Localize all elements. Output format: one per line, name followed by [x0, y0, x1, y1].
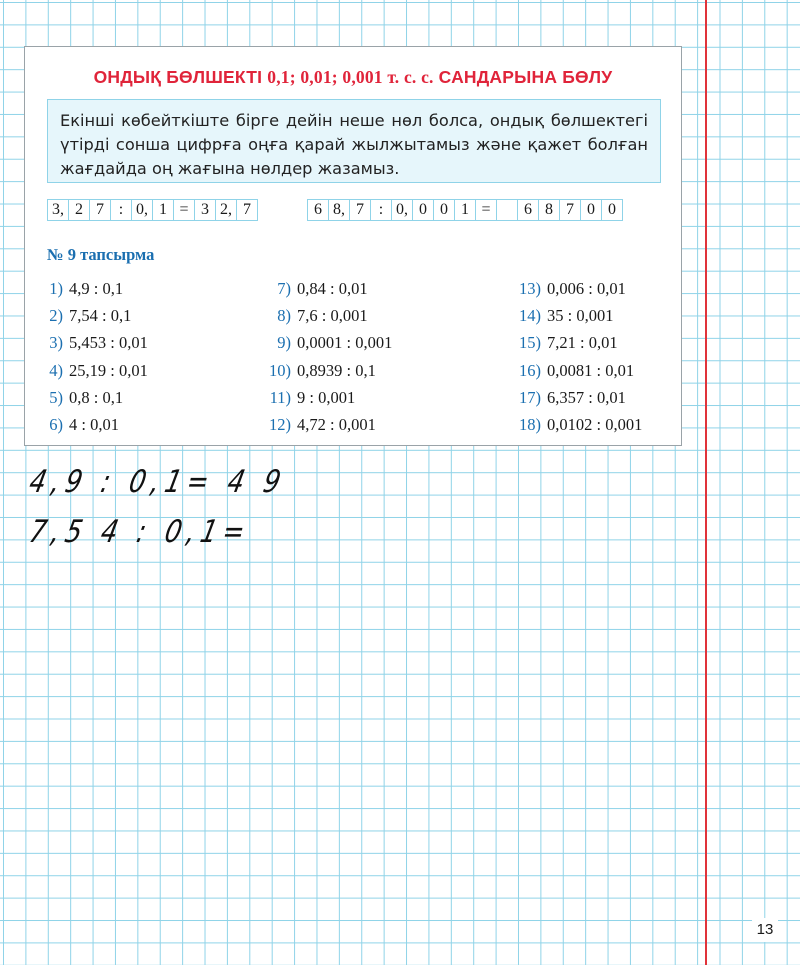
exercise-number: 17) [519, 387, 541, 407]
exercise-expression: 0,0102 : 0,001 [547, 414, 643, 434]
exercise-item [45, 302, 148, 329]
exercise-item [45, 329, 148, 356]
exercise-item [263, 329, 392, 356]
example-cell: 1 [454, 199, 476, 221]
example-cell: 7 [559, 199, 581, 221]
example-cell: 8, [328, 199, 350, 221]
exercise-number: 7) [277, 279, 291, 298]
exercise-item [509, 384, 642, 411]
example-cell: 0 [412, 199, 434, 221]
exercise-expression: 25,19 : 0,01 [69, 360, 148, 380]
example-cell: 0, [391, 199, 413, 221]
exercise-number: 5) [49, 387, 63, 407]
exercise-expression: 4 : 0,01 [69, 414, 119, 434]
exercise-number: 15) [519, 333, 541, 353]
exercise-number: 16) [519, 360, 541, 380]
example-cell: 0 [433, 199, 455, 221]
exercise-expression: 4,72 : 0,001 [297, 414, 376, 434]
exercise-expression: 0,0081 : 0,01 [547, 360, 635, 380]
example-1 [48, 199, 258, 221]
example-2 [308, 199, 623, 221]
exercise-item [263, 411, 392, 438]
exercise-expression: 4,9 : 0,1 [69, 279, 124, 298]
notebook-margin-line [705, 0, 707, 965]
rule-card [24, 46, 682, 446]
exercise-number: 8) [277, 306, 291, 326]
example-cell: 0 [601, 199, 623, 221]
exercise-number: 18) [519, 414, 541, 434]
exercise-number: 10) [269, 360, 291, 380]
exercise-number: 11) [269, 387, 291, 407]
exercise-expression: 0,8939 : 0,1 [297, 360, 376, 380]
exercise-item [263, 275, 392, 302]
example-cell: 0, [131, 199, 153, 221]
exercise-expression: 5,453 : 0,01 [69, 333, 148, 353]
task-title: № 9 тапсырма [47, 245, 155, 264]
exercise-item [263, 357, 392, 384]
exercise-number: 14) [519, 306, 541, 326]
exercise-item [45, 275, 148, 302]
example-cell: 7 [349, 199, 371, 221]
example-cell: 6 [307, 199, 329, 221]
exercise-number: 3) [49, 333, 63, 353]
example-cell: 3 [194, 199, 216, 221]
example-cell: 1 [152, 199, 174, 221]
example-cell: = [475, 199, 497, 221]
example-cell: : [370, 199, 392, 221]
exercise-item [45, 357, 148, 384]
exercise-expression: 0,0001 : 0,001 [297, 333, 393, 353]
exercise-expression: 0,84 : 0,01 [297, 279, 368, 298]
exercise-expression: 9 : 0,001 [297, 387, 356, 407]
example-cell: 6 [517, 199, 539, 221]
exercise-number: 4) [49, 360, 63, 380]
exercise-number: 1) [49, 279, 63, 298]
exercise-item [509, 357, 642, 384]
exercise-item [45, 384, 148, 411]
example-cell: 2 [68, 199, 90, 221]
exercise-number: 2) [49, 306, 63, 326]
exercise-item [263, 384, 392, 411]
exercise-expression: 6,357 : 0,01 [547, 387, 626, 407]
exercise-item [45, 411, 148, 438]
page-number: 13 [752, 918, 778, 942]
example-cell: : [110, 199, 132, 221]
title-prefix: ОНДЫҚ БӨЛШЕКТІ [93, 67, 268, 87]
example-cell: 7 [89, 199, 111, 221]
exercise-number: 12) [269, 414, 291, 434]
exercise-expression: 35 : 0,001 [547, 306, 614, 326]
example-cell: 8 [538, 199, 560, 221]
example-cell [496, 199, 518, 221]
exercise-item [263, 302, 392, 329]
example-cell: 0 [580, 199, 602, 221]
exercise-expression: 7,21 : 0,01 [547, 333, 618, 353]
exercise-number: 13) [519, 279, 541, 298]
rule-box: Екінші көбейткіште бірге дейін неше нөл болса, ондық бөлшектегі үтірді сонша цифрға оңға қарай жылжытамыз және қажет болған жағдайда оң жағына нөлдер жазамыз. [47, 99, 661, 183]
exercise-number: 9) [277, 333, 291, 353]
handwritten-answer-2: 7,5 4 : 0,1= [26, 514, 254, 550]
title-suffix: САНДАРЫНА БӨЛУ [433, 67, 613, 87]
exercise-column-3 [509, 275, 642, 438]
handwritten-answer-1: 4,9 : 0,1= 4 9 [26, 464, 290, 500]
exercise-item [509, 411, 642, 438]
section-title [25, 67, 681, 88]
exercise-expression: 0,006 : 0,01 [547, 279, 626, 298]
exercise-expression: 0,8 : 0,1 [69, 387, 124, 407]
exercise-item [509, 329, 642, 356]
exercise-column-2 [263, 275, 392, 438]
exercise-expression: 7,6 : 0,001 [297, 306, 368, 326]
exercise-item [509, 275, 642, 302]
example-cell: 7 [236, 199, 258, 221]
title-numbers: 0,1; 0,01; 0,001 т. с. с. [267, 67, 434, 87]
example-cell: 2, [215, 199, 237, 221]
exercise-column-1 [45, 275, 148, 438]
example-cell: 3, [47, 199, 69, 221]
example-cell: = [173, 199, 195, 221]
exercise-number: 6) [49, 414, 63, 434]
exercise-expression: 7,54 : 0,1 [69, 306, 132, 326]
exercise-item [509, 302, 642, 329]
